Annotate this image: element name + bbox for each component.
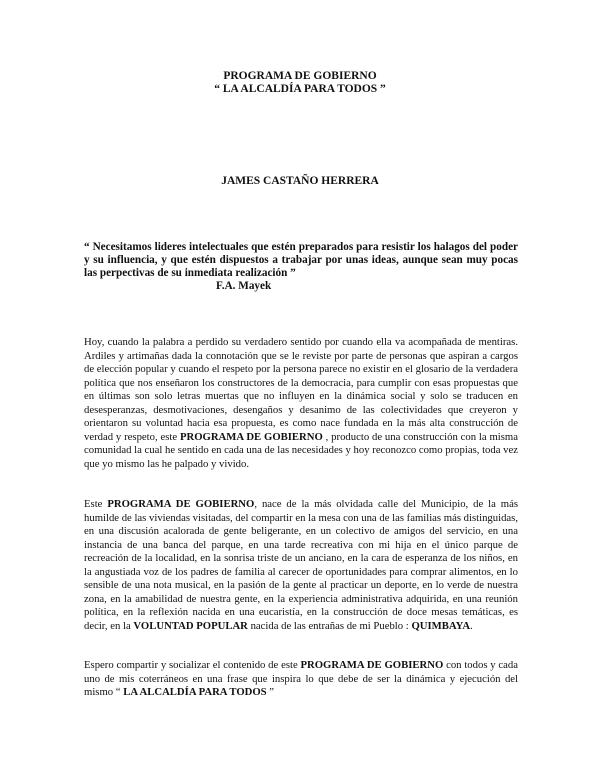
epigraph-quote: “ Necesitamos lideres intelectuales que estén preparados para resistir los halagos del poder y su influencia, y que estén dispuestos a trabajar por unas ideas, aunque sean muy pocas las perpectivas de su inmediata realización ”	[84, 241, 518, 279]
program-name-bold: PROGRAMA DE GOBIERNO	[300, 659, 444, 671]
document-title: PROGRAMA DE GOBIERNO	[223, 70, 377, 82]
author-name: JAMES CASTAÑO HERRERA	[221, 175, 379, 187]
slogan-bold: LA ALCALDÍA PARA TODOS	[123, 686, 267, 698]
paragraph-text: Espero compartir y socializar el contenido de este	[84, 659, 301, 671]
paragraph-text: Hoy, cuando la palabra a perdido su verdadero sentido por cuando ella va acompañada de mentiras. Ardiles y artimañas dada la connotación que se le reviste por parte de personas que aspiran a cargos de elección popular y cuando el respeto por la persona parece no existir en el glosario de la verdadera política que nos enseñaron los constructores de la democracia, para cumplir con esas propuestas que en últimas son solo letras muertas que no influyen en la dinámica social y solo se traducen en desesperanzas, desmotivaciones, desengaños y desanimo de las colectividades que creyeron y orientaron su voluntad hacia esa propuesta, es como nace fundada en la más alta construcción de verdad y respeto, este	[84, 336, 518, 443]
document-subtitle: “ LA ALCALDÍA PARA TODOS ”	[214, 83, 386, 95]
paragraph-text: , nace de la más olvidada calle del Municipio, de la más humilde de las viviendas visitadas, del compartir en la mesa con una de las familias más distinguidas, en una discusión acalorada de gente beligerante, en un colectivo de amigos del servicio, en una instancia de una banca del parque, en una tarde recreativa con mi hija en el único parque de recreación de la localidad, en la sonrisa triste de un anciano, en la cara de esperanza de los niños, en la angustiada voz de los padres de familia al carecer de oportunidades para comprar alimentos, en lo sensible de una nota musical, en la pasión de la gente al practicar un deporte, en lo verde de nuestra zona, en la amabilidad de nuestra gente, en la experiencia administrativa adquirida, en una reunión política, en la reflexión nacida en una eucaristía, en la construcción de doce mesas temáticas, es decir, en la	[84, 498, 518, 632]
town-name-bold: QUIMBAYA	[411, 619, 471, 632]
paragraph-text: ”	[266, 686, 275, 698]
paragraph-3	[84, 659, 518, 700]
paragraph-text: .	[470, 619, 473, 632]
paragraph-text: con todos y cada uno de mis coterráneos en una frase que inspira lo que debe de ser la dinámica y ejecución del mismo “	[84, 659, 519, 698]
epigraph-attribution: F.A. Mayek	[216, 280, 272, 292]
paragraph-text: Este	[84, 498, 108, 510]
paragraph-text: , producto de una construcción con la misma comunidad la cual he sentido en cada una de las necesidades y hoy reconozco como propias, toda vez que yo mismo las he palpado y vivido.	[84, 430, 518, 470]
popular-will-bold: VOLUNTAD POPULAR	[133, 619, 248, 632]
paragraph-2	[84, 498, 518, 633]
paragraph-text: nacida de las entrañas de mi Pueblo :	[247, 619, 412, 632]
paragraph-1	[84, 336, 518, 471]
program-name-bold: PROGRAMA DE GOBIERNO	[107, 498, 255, 510]
program-name-bold: PROGRAMA DE GOBIERNO	[179, 430, 323, 443]
